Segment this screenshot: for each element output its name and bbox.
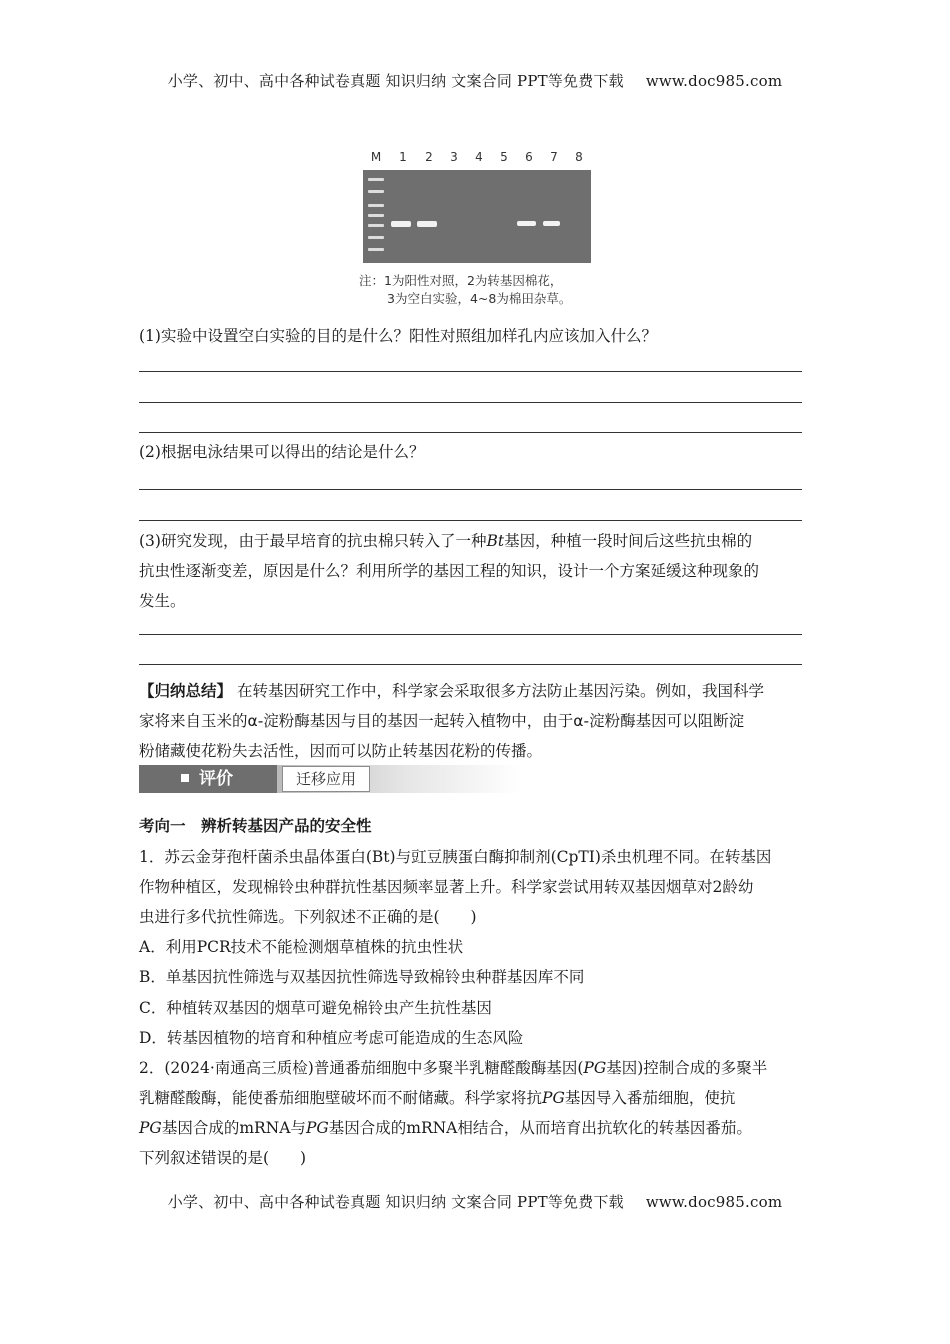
- footer-url[interactable]: www.doc985.com: [645, 1193, 783, 1211]
- q3-text-d: 发生。: [139, 592, 186, 610]
- lane-label: 4: [475, 150, 483, 164]
- item-1-line-1: 1．苏云金芽孢杆菌杀虫晶体蛋白(Bt)与豇豆胰蛋白酶抑制剂(CpTI)杀虫机理不同。在转基因: [139, 848, 772, 866]
- question-1: (1)实验中设置空白实验的目的是什么？阳性对照组加样孔内应该加入什么？: [139, 327, 657, 345]
- item-1-stem: [139, 842, 814, 932]
- item-2-stem: [139, 1053, 814, 1173]
- q3-text-a: (3)研究发现，由于最早培育的抗虫棉只转入了一种: [139, 532, 487, 550]
- item-1-line-2: 作物种植区，发现棉铃虫种群抗性基因频率显著上升。科学家尝试用转双基因烟草对2龄幼: [139, 878, 754, 896]
- item-1-line-3: 虫进行多代抗性筛选。下列叙述不正确的是( ): [139, 908, 477, 926]
- gel-caption-line-1: 注：1为阳性对照，2为转基因棉花，: [359, 273, 563, 288]
- item-2-text: 基因导入番茄细胞，使抗: [564, 1089, 736, 1107]
- band-lane-6: [517, 221, 536, 226]
- lane-label: 5: [500, 150, 508, 164]
- lane-label: 7: [550, 150, 558, 164]
- gel-image: [363, 170, 591, 263]
- lane-label: 2: [425, 150, 433, 164]
- summary-line-3: 粉储藏使花粉失去活性，因而可以防止转基因花粉的传播。: [139, 742, 543, 760]
- lane-label: 1: [399, 150, 407, 164]
- answer-line[interactable]: [139, 634, 802, 635]
- summary-block: [139, 676, 814, 766]
- gel-caption-line-2: 3为空白实验，4~8为棉田杂草。: [387, 291, 572, 306]
- gel-caption: [359, 272, 571, 308]
- answer-line[interactable]: [139, 664, 802, 665]
- answer-line[interactable]: [139, 371, 802, 372]
- ladder-band: [368, 236, 384, 239]
- q3-text-c: 抗虫性逐渐变差，原因是什么？利用所学的基因工程的知识，设计一个方案延缓这种现象的: [139, 562, 760, 580]
- item-1-option-a[interactable]: A．利用PCR技术不能检测烟草植株的抗虫性状: [139, 938, 464, 956]
- question-3: [139, 526, 811, 616]
- answer-line[interactable]: [139, 520, 802, 521]
- band-lane-1: [391, 221, 411, 227]
- lane-label: 3: [450, 150, 458, 164]
- item-1-option-d[interactable]: D．转基因植物的培育和种植应考虑可能造成的生态风险: [139, 1029, 524, 1047]
- ladder-band: [368, 190, 384, 193]
- header-url[interactable]: www.doc985.com: [645, 72, 783, 90]
- item-2-text: 基因合成的mRNA相结合，从而培育出抗软化的转基因番茄。: [328, 1119, 752, 1137]
- answer-line[interactable]: [139, 402, 802, 403]
- footer-text: 小学、初中、高中各种试卷真题 知识归纳 文案合同 PPT等免费下载: [167, 1193, 624, 1211]
- item-2-text: 基因合成的mRNA与: [161, 1119, 306, 1137]
- square-bullet-icon: [181, 774, 189, 782]
- ladder-band: [368, 204, 384, 207]
- section-title: 考向一 辨析转基因产品的安全性: [139, 817, 372, 835]
- page-header: [0, 70, 950, 91]
- header-text: 小学、初中、高中各种试卷真题 知识归纳 文案合同 PPT等免费下载: [167, 72, 624, 90]
- summary-line-1: 在转基因研究工作中，科学家会采取很多方法防止基因污染。例如，我国科学: [236, 682, 764, 700]
- lane-label: M: [370, 150, 382, 164]
- item-2-text: 乳糖醛酸酶，能使番茄细胞壁破坏而不耐储藏。科学家将抗: [139, 1089, 543, 1107]
- pg-term: PG: [542, 1089, 565, 1107]
- pg-term: PG: [305, 1119, 329, 1137]
- section-banner: [139, 765, 521, 793]
- lane-label: 8: [575, 150, 583, 164]
- band-lane-2: [417, 221, 437, 227]
- item-1-option-c[interactable]: C．种植转双基因的烟草可避免棉铃虫产生抗性基因: [139, 999, 492, 1017]
- summary-tag: 【归纳总结】: [139, 682, 233, 700]
- item-1-option-b[interactable]: B．单基因抗性筛选与双基因抗性筛选导致棉铃虫种群基因库不同: [139, 968, 585, 986]
- answer-line[interactable]: [139, 489, 802, 490]
- page-footer: [0, 1191, 950, 1212]
- ladder-band: [368, 214, 384, 217]
- band-lane-7: [543, 221, 560, 226]
- pg-term: PG: [139, 1119, 162, 1137]
- q3-bt: Bt: [486, 532, 505, 550]
- summary-line-2: 家将来自玉米的α-淀粉酶基因与目的基因一起转入植物中，由于α-淀粉酶基因可以阻断淀: [139, 712, 745, 730]
- lane-label: 6: [525, 150, 533, 164]
- tab-transfer-application[interactable]: 迁移应用: [282, 766, 370, 792]
- q3-text-b: 基因，种植一段时间后这些抗虫棉的: [504, 532, 753, 550]
- ladder-band: [368, 248, 384, 251]
- item-2-text: 下列叙述错误的是( ): [139, 1149, 307, 1167]
- banner-evaluate: [139, 765, 277, 793]
- item-2-text: 2．(2024·南通高三质检)普通番茄细胞中多聚半乳糖醛酸酶基因(: [139, 1059, 584, 1077]
- ladder-band: [368, 224, 384, 227]
- answer-line[interactable]: [139, 432, 802, 433]
- gel-lane-labels: [366, 150, 591, 168]
- question-2: (2)根据电泳结果可以得出的结论是什么？: [139, 443, 425, 461]
- pg-term: PG: [583, 1059, 607, 1077]
- item-2-text: 基因)控制合成的多聚半: [606, 1059, 768, 1077]
- ladder-band: [368, 178, 384, 181]
- banner-evaluate-label: 评价: [199, 769, 233, 789]
